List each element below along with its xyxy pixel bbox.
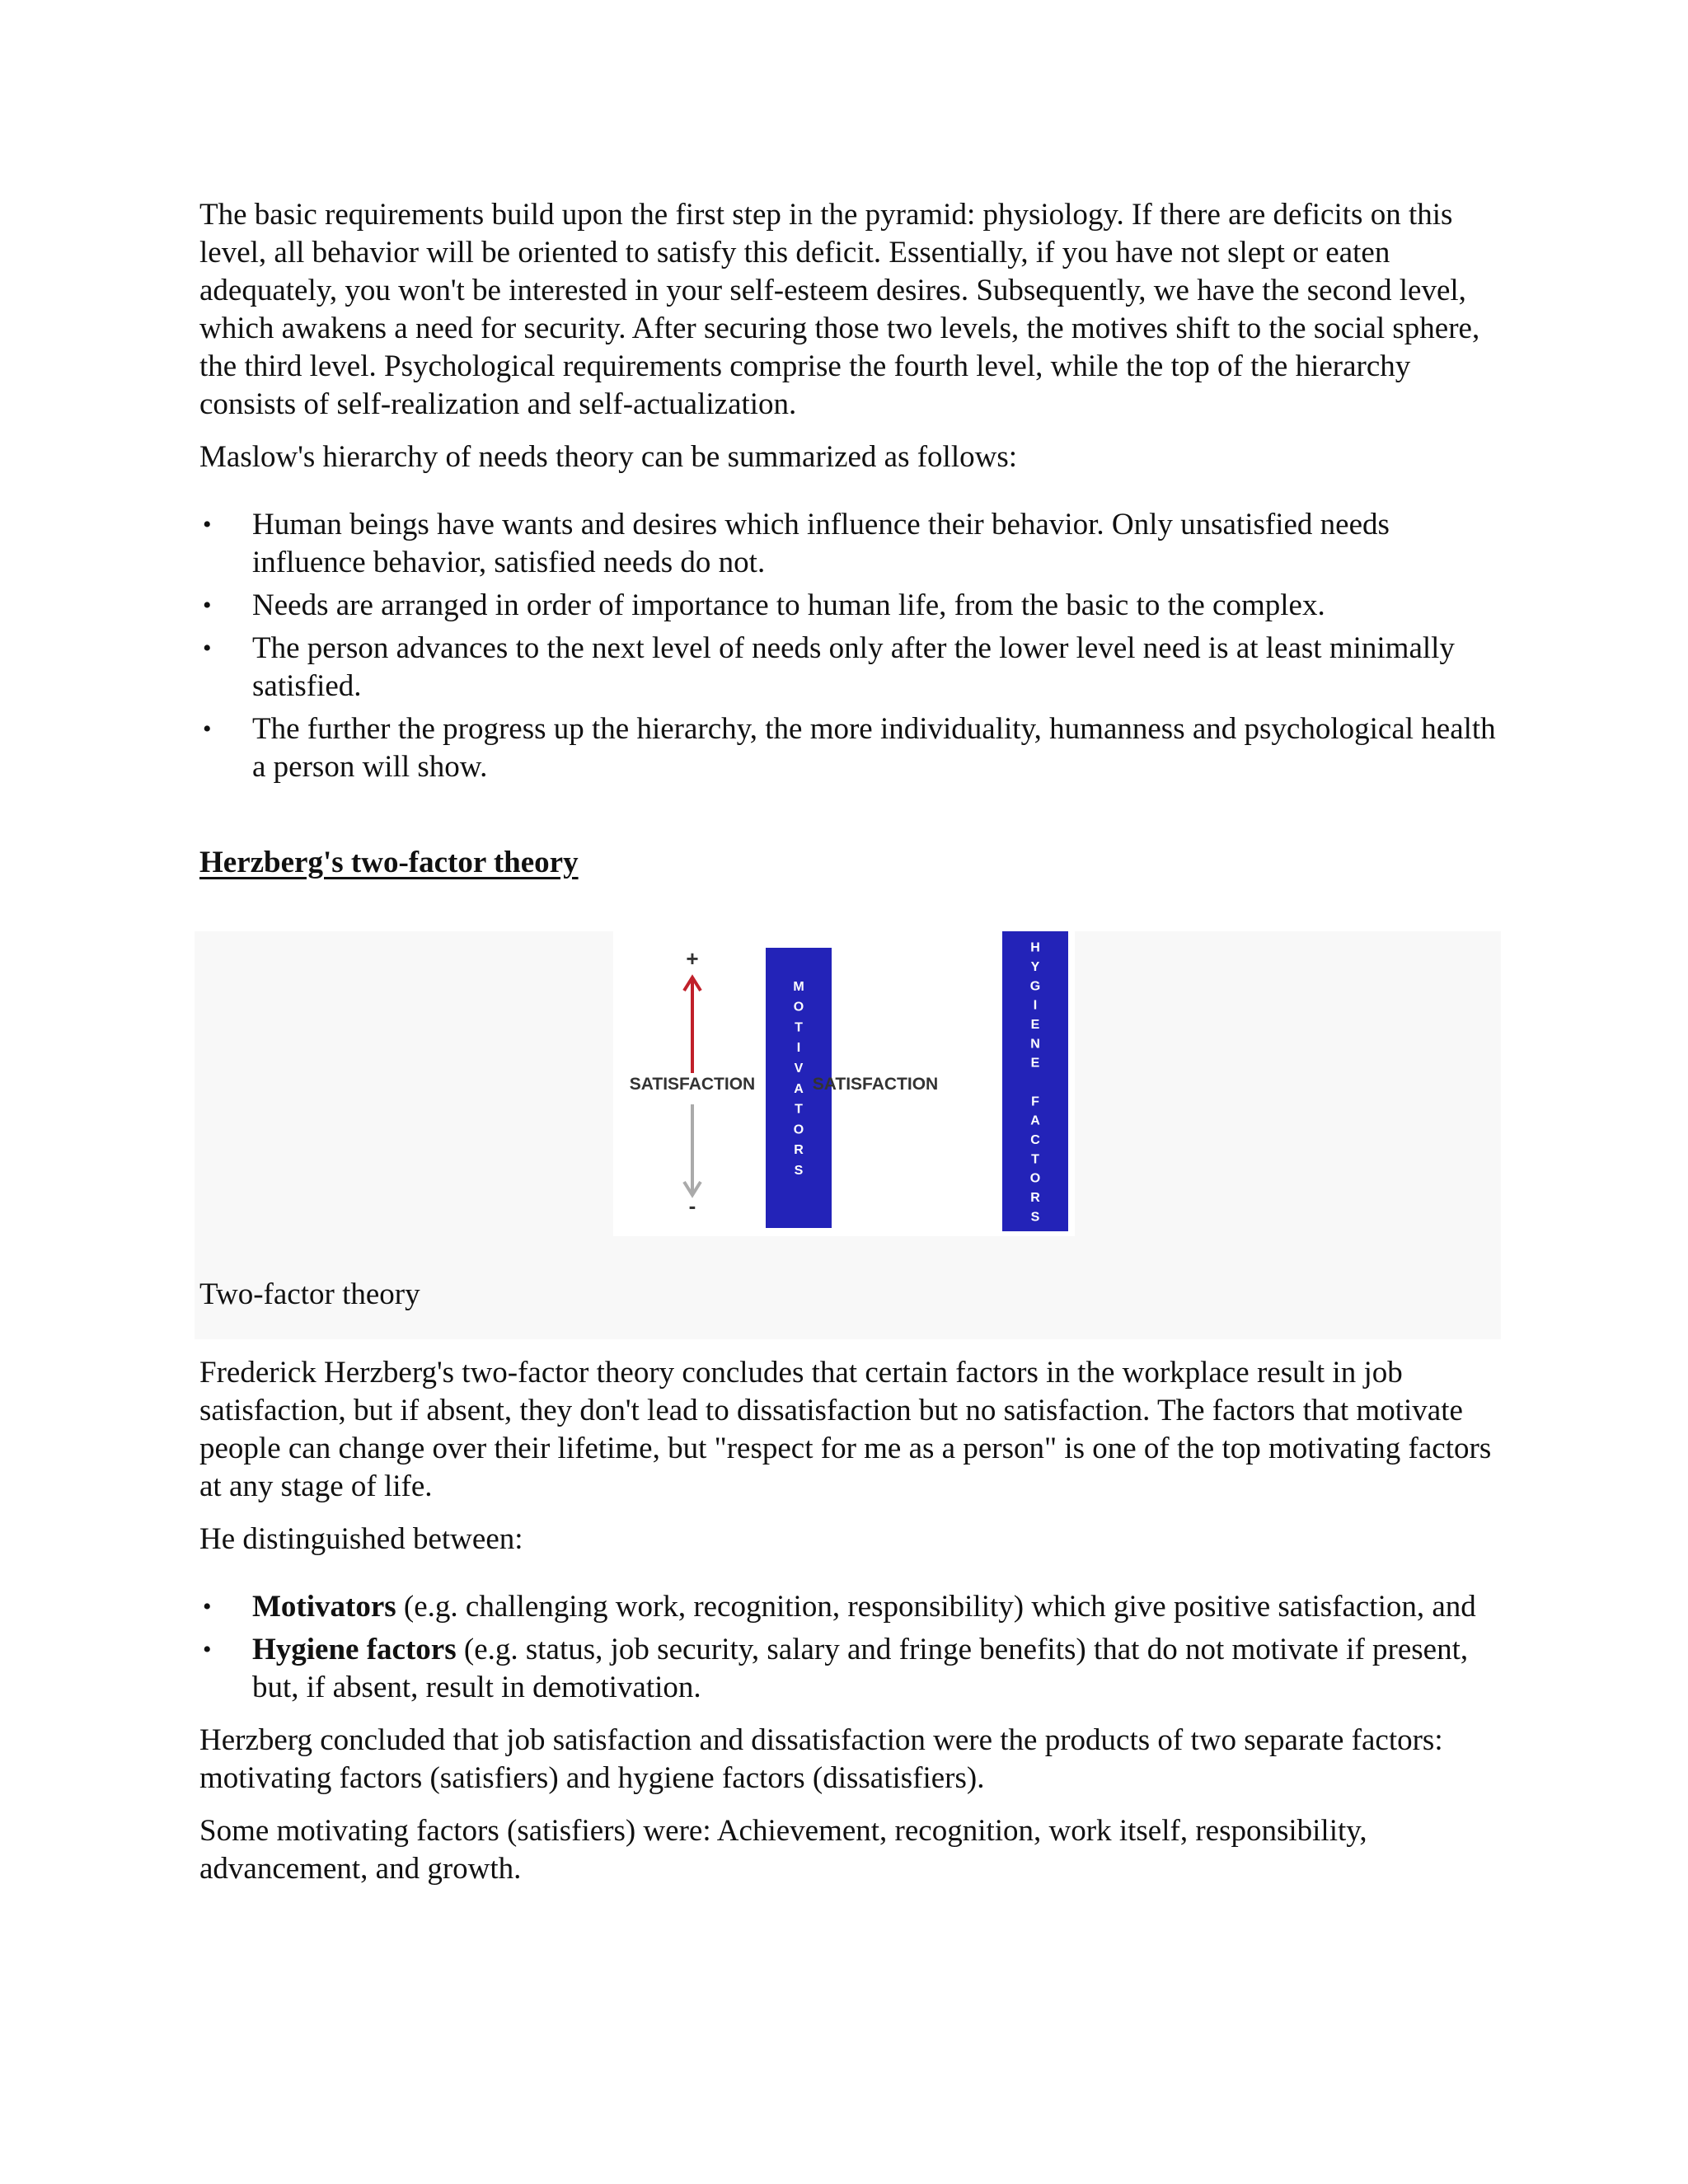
hygiene-factors-bar (1002, 931, 1068, 1231)
bar-letter: R (1030, 1191, 1040, 1205)
list-item: • Needs are arranged in order of importance to human life, from the basic to the complex. (199, 587, 1506, 625)
section-heading: Herzberg's two-factor theory (199, 846, 579, 879)
bullet-icon: • (203, 1593, 212, 1620)
bar-letter: A (794, 1081, 804, 1096)
bar-letter: E (1030, 1056, 1040, 1071)
bar-letter: I (1033, 998, 1038, 1013)
bullet-icon: • (203, 592, 212, 619)
bar-letter: T (795, 1020, 803, 1035)
factor-term: Hygiene factors (252, 1633, 457, 1666)
bar-letter: I (796, 1041, 801, 1056)
list-item: • The further the progress up the hierarchy, the more individuality, humanness and psychological health a person will show. (203, 712, 1496, 784)
bar-letter: V (794, 1062, 804, 1076)
conclusion-paragraph: Herzberg concluded that job satisfaction and dissatisfaction were the products of two separate factors: motivating factors (satisfiers) and hygiene factors (dissatisfiers). (199, 1723, 1443, 1795)
satisfiers-paragraph: Some motivating factors (satisfiers) were: Achievement, recognition, work itself, responsibility, advancement, and growth. (199, 1814, 1367, 1886)
bar-letter: O (1029, 1171, 1041, 1186)
list-item: • Motivators (e.g. challenging work, recognition, responsibility) which give positive satisfaction, and (199, 1588, 1506, 1626)
bar-letter: M (793, 979, 804, 994)
list-item: • Human beings have wants and desires which influence their behavior. Only unsatisfied needs influence behavior, satisfied needs do not. (203, 508, 1390, 579)
two-factor-diagram (613, 931, 1075, 1236)
bullet-icon: • (203, 715, 212, 743)
factor-bullet-list (199, 1588, 1506, 1707)
herzberg-paragraph: Frederick Herzberg's two-factor theory concludes that certain factors in the workplace result in job satisfaction, but if absent, they don't lead to dissatisfaction but no satisfaction. The factors that motivate people can change over their lifetime, but "respect for me as a person" is one of the top motivating factors at any stage of life. (199, 1356, 1492, 1503)
bar-letter: R (794, 1143, 804, 1158)
bar-letter: A (1030, 1113, 1040, 1128)
list-item: • Hygiene factors (e.g. status, job security, salary and fringe benefits) that do not motivate if present, but, if absent, result in demotivation. (203, 1633, 1469, 1704)
factor-term: Motivators (252, 1590, 396, 1624)
bullet-icon: • (203, 1636, 212, 1663)
list-item: • The person advances to the next level of needs only after the lower level need is at least minimally satisfied. (203, 631, 1455, 703)
figure-container (195, 931, 1501, 1339)
summary-intro: Maslow's hierarchy of needs theory can be summarized as follows: (199, 440, 1018, 474)
bullet-icon: • (203, 635, 212, 662)
bar-letter: G (1029, 979, 1041, 994)
bar-letter: O (793, 1122, 804, 1137)
bar-letter: T (795, 1102, 803, 1117)
plus-sign: + (686, 946, 699, 971)
document-page (199, 196, 1506, 1903)
bar-letter: E (1030, 1018, 1040, 1032)
bar-letter: S (1030, 1210, 1040, 1225)
bar-letter: S (794, 1164, 804, 1179)
bullet-icon: • (203, 511, 212, 538)
bar-letter: C (1030, 1133, 1040, 1147)
bar-letter: F (1031, 1094, 1039, 1109)
distinguished-text: He distinguished between: (199, 1522, 523, 1556)
maslow-bullet-list (199, 506, 1506, 786)
bar-letter: H (1030, 940, 1040, 955)
bar-letter: N (1030, 1037, 1040, 1052)
satisfaction-label-right: SATISFACTION (812, 1075, 939, 1094)
satisfaction-label-left: SATISFACTION (629, 1075, 756, 1094)
figure-caption: Two-factor theory (199, 1277, 420, 1311)
minus-sign: - (688, 1193, 696, 1218)
bar-letter: Y (1030, 960, 1040, 974)
intro-paragraph: The basic requirements build upon the first step in the pyramid: physiology. If there are deficits on this level, all behavior will be oriented to satisfy this deficit. Essentially, if you have not slept or eaten adequately, you won't be interested in your self-esteem desires. Subsequently, we have the second level, which awakens a need for security. After securing those two levels, the motives shift to the social sphere, the third level. Psychological requirements comprise the fourth level, while the top of the hierarchy consists of self-realization and self-actualization. (199, 198, 1480, 421)
bar-letter: O (793, 1000, 804, 1015)
bar-letter: T (1031, 1152, 1039, 1167)
